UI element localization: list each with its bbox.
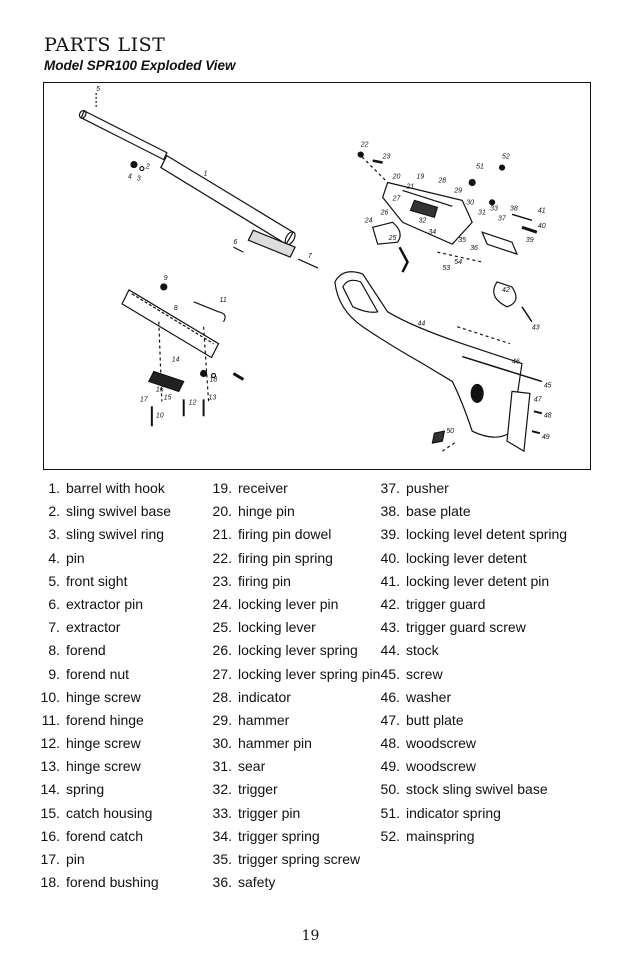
callout-32: 32 <box>418 217 427 225</box>
callout-37: 37 <box>498 215 506 223</box>
part-number: 22. <box>212 549 232 566</box>
part-number: 30. <box>212 735 232 752</box>
callout-5: 5 <box>96 85 101 93</box>
parts-list-item <box>204 503 380 526</box>
parts-list-item <box>204 619 380 642</box>
part-name: pin <box>66 851 85 867</box>
callout-52: 52 <box>502 153 510 161</box>
callout-4: 4 <box>127 173 132 181</box>
part-name: forend <box>66 642 106 659</box>
callout-11: 11 <box>219 296 227 304</box>
parts-list-item <box>30 526 171 549</box>
part-number: 33. <box>212 804 232 821</box>
page-title: PARTS LIST <box>44 34 166 56</box>
parts-list-item <box>204 596 380 619</box>
part-number: 3. <box>48 526 60 543</box>
part-number: 43. <box>380 619 400 636</box>
callout-41: 41 <box>537 207 546 215</box>
part-number: 31. <box>212 758 232 775</box>
parts-list-column-1 <box>30 480 171 897</box>
parts-list-item <box>376 828 567 851</box>
parts-list-item <box>204 851 380 874</box>
part-number: 18. <box>40 874 60 891</box>
parts-list-item <box>376 642 567 665</box>
callout-20: 20 <box>392 173 401 181</box>
part-number: 38. <box>380 503 400 520</box>
part-number: 6. <box>48 595 60 612</box>
callout-34: 34 <box>428 229 437 237</box>
parts-list-item <box>204 758 380 781</box>
part-name: front sight <box>66 572 128 589</box>
part-name: forend bushing <box>66 874 159 891</box>
part-name: mainspring <box>406 827 475 844</box>
part-number: 25. <box>212 619 232 636</box>
callout-27: 27 <box>392 195 401 203</box>
callout-6: 6 <box>233 239 238 247</box>
part-number: 34. <box>212 827 232 844</box>
callout-49: 49 <box>541 434 550 442</box>
part-number: 44. <box>380 642 400 659</box>
part-number: 52. <box>380 827 400 844</box>
parts-list-item <box>30 480 171 503</box>
part-number: 17. <box>40 851 60 867</box>
callout-23: 23 <box>382 153 391 161</box>
part-name: forend hinge <box>66 711 144 728</box>
part-name: extractor pin <box>66 595 144 612</box>
part-number: 40. <box>380 549 400 566</box>
part-number: 50. <box>380 781 400 798</box>
part-name: hammer pin <box>238 735 312 752</box>
part-name: extractor <box>66 619 121 636</box>
part-name: locking lever pin <box>238 595 339 612</box>
parts-list-item <box>376 805 567 828</box>
part-number: 1. <box>48 480 60 496</box>
part-number: 28. <box>212 688 232 705</box>
forend-drawing <box>122 284 243 426</box>
part-name: butt plate <box>406 711 464 728</box>
callout-44: 44 <box>417 320 426 328</box>
part-number: 46. <box>380 688 400 705</box>
parts-list-item <box>376 735 567 758</box>
callout-9: 9 <box>163 274 168 282</box>
callout-54: 54 <box>454 259 463 267</box>
part-name: indicator spring <box>406 804 501 821</box>
part-number: 12. <box>40 735 60 752</box>
parts-list-item <box>204 712 380 735</box>
callout-43: 43 <box>531 324 540 332</box>
part-name: firing pin spring <box>238 549 333 566</box>
parts-list-item <box>204 573 380 596</box>
part-name: trigger guard <box>406 595 486 612</box>
callout-7: 7 <box>308 253 312 261</box>
callout-2: 2 <box>145 163 150 171</box>
parts-list-item <box>376 666 567 689</box>
parts-list-item <box>376 781 567 804</box>
parts-list-item <box>204 689 380 712</box>
part-name: firing pin dowel <box>238 526 332 543</box>
part-name: sear <box>238 758 266 775</box>
part-number: 45. <box>380 665 400 682</box>
part-name: sling swivel base <box>66 503 172 520</box>
part-name: locking level detent spring <box>406 526 568 543</box>
parts-list-item <box>30 550 171 573</box>
part-name: screw <box>406 665 443 682</box>
part-name: hammer <box>238 711 290 728</box>
part-name: trigger pin <box>238 804 301 821</box>
callout-16: 16 <box>155 386 164 394</box>
parts-list-item <box>30 503 171 526</box>
callout-19: 19 <box>416 173 425 181</box>
callout-46: 46 <box>511 358 520 366</box>
part-number: 41. <box>380 572 400 589</box>
part-name: locking lever detent pin <box>406 572 550 589</box>
part-number: 23. <box>212 572 232 589</box>
part-name: locking lever spring <box>238 642 358 659</box>
receiver-drawing <box>358 152 537 322</box>
part-name: base plate <box>406 503 471 520</box>
part-number: 9. <box>48 665 60 682</box>
parts-list-item <box>30 666 171 689</box>
part-number: 16. <box>40 827 60 844</box>
callout-35: 35 <box>458 237 467 245</box>
parts-list-item <box>30 596 171 619</box>
parts-list-item <box>30 642 171 665</box>
callout-39: 39 <box>525 237 534 245</box>
callout-10: 10 <box>155 412 164 420</box>
part-number: 32. <box>212 781 232 798</box>
part-name: hinge pin <box>238 503 295 520</box>
callout-17: 17 <box>139 396 148 404</box>
callout-25: 25 <box>388 235 397 243</box>
callout-1: 1 <box>203 170 208 178</box>
part-name: locking lever detent <box>406 549 527 566</box>
callout-22: 22 <box>360 141 369 149</box>
part-number: 13. <box>40 758 60 775</box>
parts-list-item <box>30 805 171 828</box>
parts-list-item <box>376 596 567 619</box>
parts-list-item <box>204 874 380 897</box>
parts-list-item <box>30 712 171 735</box>
part-number: 14. <box>40 781 60 798</box>
parts-list-item <box>376 550 567 573</box>
part-name: hinge screw <box>66 735 141 752</box>
stock-drawing <box>335 272 542 451</box>
exploded-view-drawing <box>44 83 590 469</box>
part-number: 49. <box>380 758 400 775</box>
parts-list-item <box>30 874 171 897</box>
callout-13: 13 <box>208 394 217 402</box>
part-number: 24. <box>212 595 232 612</box>
parts-list-item <box>30 828 171 851</box>
part-name: barrel with hook <box>66 480 165 496</box>
part-number: 26. <box>212 642 232 659</box>
parts-list-item <box>204 735 380 758</box>
callout-26: 26 <box>380 209 389 217</box>
part-name: stock sling swivel base <box>406 781 548 798</box>
parts-list-item <box>30 781 171 804</box>
part-name: woodscrew <box>406 758 477 775</box>
parts-list-item <box>376 758 567 781</box>
parts-list-item <box>204 781 380 804</box>
parts-list-item <box>376 619 567 642</box>
callout-38: 38 <box>510 205 518 213</box>
part-number: 36. <box>212 874 232 891</box>
parts-list-item <box>376 573 567 596</box>
part-number: 51. <box>380 804 400 821</box>
part-name: woodscrew <box>406 735 477 752</box>
part-name: trigger guard screw <box>406 619 526 636</box>
part-name: safety <box>238 874 276 891</box>
part-name: sling swivel ring <box>66 526 165 543</box>
part-name: trigger spring screw <box>238 851 361 867</box>
callout-31: 31 <box>478 209 486 217</box>
parts-list-item <box>30 573 171 596</box>
part-number: 8. <box>48 642 60 659</box>
exploded-view-diagram <box>43 82 591 470</box>
callout-40: 40 <box>537 223 546 231</box>
part-number: 37. <box>380 480 400 496</box>
callout-53: 53 <box>442 265 451 273</box>
parts-list-item <box>376 712 567 735</box>
barrel-drawing <box>78 93 318 268</box>
part-name: hinge screw <box>66 758 141 775</box>
parts-list-item <box>376 503 567 526</box>
part-number: 39. <box>380 526 400 543</box>
part-number: 15. <box>40 804 60 821</box>
part-number: 4. <box>48 549 60 566</box>
parts-list-item <box>204 480 380 503</box>
callout-33: 33 <box>490 205 498 213</box>
callout-30: 30 <box>466 199 474 207</box>
callout-28: 28 <box>438 177 447 185</box>
part-name: spring <box>66 781 105 798</box>
part-number: 21. <box>212 526 232 543</box>
part-name: firing pin <box>238 572 291 589</box>
parts-list-column-3 <box>376 480 567 851</box>
part-number: 27. <box>212 665 232 682</box>
parts-list-item <box>30 619 171 642</box>
part-name: forend catch <box>66 827 144 844</box>
callout-21: 21 <box>406 183 415 191</box>
callout-48: 48 <box>543 412 552 420</box>
parts-list-column-2 <box>204 480 380 897</box>
callout-18: 18 <box>209 376 218 384</box>
parts-list-item <box>204 526 380 549</box>
callout-51: 51 <box>476 163 484 171</box>
part-name: indicator <box>238 688 291 705</box>
part-name: trigger spring <box>238 827 320 844</box>
part-number: 2. <box>48 503 60 520</box>
part-name: forend nut <box>66 665 130 682</box>
parts-list-item <box>376 480 567 503</box>
part-number: 42. <box>380 595 400 612</box>
parts-list-item <box>30 758 171 781</box>
part-number: 11. <box>41 711 60 728</box>
page-subtitle: Model SPR100 Exploded View <box>44 58 236 73</box>
parts-list-item <box>204 666 380 689</box>
part-number: 48. <box>380 735 400 752</box>
callout-14: 14 <box>171 356 180 364</box>
parts-list-item <box>376 689 567 712</box>
part-number: 19. <box>212 480 232 496</box>
parts-list-item <box>204 805 380 828</box>
page-number: 19 <box>301 928 320 944</box>
callout-50: 50 <box>446 428 455 436</box>
callout-15: 15 <box>163 394 172 402</box>
part-name: washer <box>406 688 452 705</box>
parts-list-item <box>204 828 380 851</box>
callout-24: 24 <box>364 217 373 225</box>
part-name: hinge screw <box>66 688 141 705</box>
callout-3: 3 <box>136 175 141 183</box>
parts-list-item <box>376 526 567 549</box>
part-name: locking lever spring pin <box>238 665 381 682</box>
part-name: trigger <box>238 781 278 798</box>
part-number: 5. <box>48 572 60 589</box>
part-number: 35. <box>212 851 232 867</box>
part-name: receiver <box>238 480 288 496</box>
callout-47: 47 <box>533 396 542 404</box>
parts-list-item <box>30 851 171 874</box>
callout-29: 29 <box>454 187 463 195</box>
part-number: 7. <box>48 619 60 636</box>
part-name: pusher <box>406 480 449 496</box>
part-number: 47. <box>380 711 400 728</box>
callout-36: 36 <box>470 245 478 253</box>
part-name: pin <box>66 549 85 566</box>
part-name: catch housing <box>66 804 153 821</box>
callout-12: 12 <box>188 399 197 407</box>
part-name: stock <box>406 642 439 659</box>
part-number: 20. <box>212 503 232 520</box>
part-number: 10. <box>40 688 60 705</box>
part-name: locking lever <box>238 619 316 636</box>
part-number: 29. <box>212 711 232 728</box>
parts-list-item <box>204 550 380 573</box>
parts-list-item <box>30 735 171 758</box>
callout-8: 8 <box>173 304 178 312</box>
callout-42: 42 <box>502 286 510 294</box>
parts-list-item <box>30 689 171 712</box>
parts-list-item <box>204 642 380 665</box>
callout-45: 45 <box>543 382 552 390</box>
